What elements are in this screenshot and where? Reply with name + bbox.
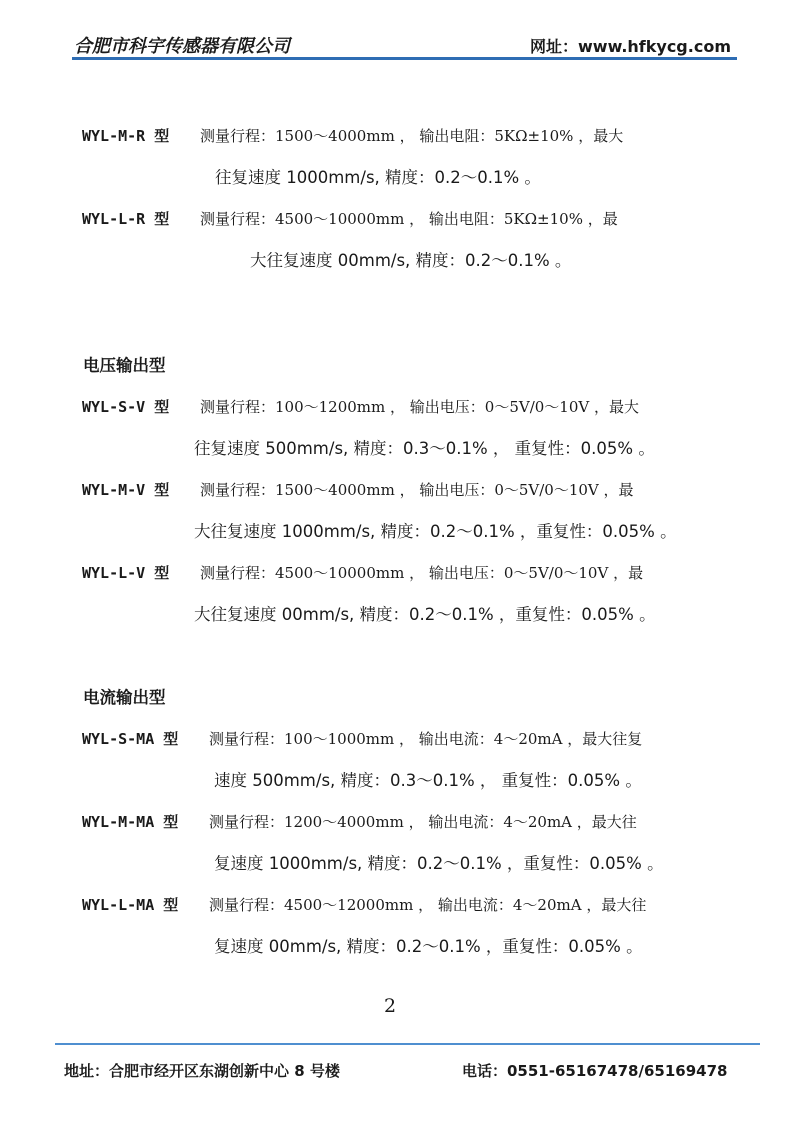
header-company-name: 合肥市科宇传感器有限公司 (74, 36, 290, 57)
model-name: WYL-L-R 型 (82, 210, 170, 228)
section-title: 电压输出型 (83, 356, 166, 375)
model-name: WYL-L-V 型 (82, 564, 170, 582)
spec-continuation: 大往复速度 1000mm/s, 精度：0.2～0.1% ，重复性：0.05% 。 (194, 522, 677, 541)
spec-continuation: 大往复速度 00mm/s, 精度：0.2～0.1% ，重复性：0.05% 。 (194, 605, 656, 624)
spec-description: 测量行程：4500～12000mm ， 输出电流：4～20mA ，最大往 (209, 896, 647, 914)
header-divider (72, 57, 737, 60)
spec-description: 测量行程：1500～4000mm ， 输出电压：0～5V/0～10V ，最 (200, 481, 634, 499)
model-name: WYL-M-MA 型 (82, 813, 179, 831)
model-name: WYL-L-MA 型 (82, 896, 179, 914)
spec-description: 测量行程：4500～10000mm ， 输出电压：0～5V/0～10V ，最 (200, 564, 644, 582)
model-name: WYL-S-MA 型 (82, 730, 179, 748)
header-website: 网址：www.hfkycg.com (530, 37, 731, 56)
section-title: 电流输出型 (83, 688, 166, 707)
spec-description: 测量行程：1500～4000mm ， 输出电阻：5KΩ±10% ，最大 (200, 127, 624, 145)
spec-continuation: 复速度 00mm/s, 精度：0.2～0.1% ，重复性：0.05% 。 (214, 937, 643, 956)
spec-description: 测量行程：100～1200mm ， 输出电压：0～5V/0～10V ，最大 (200, 398, 639, 416)
spec-continuation: 往复速度 1000mm/s, 精度：0.2～0.1% 。 (215, 168, 541, 187)
spec-continuation: 速度 500mm/s, 精度：0.3～0.1% ， 重复性：0.05% 。 (214, 771, 642, 790)
model-name: WYL-S-V 型 (82, 398, 170, 416)
spec-description: 测量行程：100～1000mm ， 输出电流：4～20mA ，最大往复 (209, 730, 643, 748)
footer-divider (55, 1043, 760, 1045)
spec-continuation: 复速度 1000mm/s, 精度：0.2～0.1% ，重复性：0.05% 。 (214, 854, 664, 873)
footer-phone: 电话：0551-65167478/65169478 (462, 1062, 728, 1080)
model-name: WYL-M-R 型 (82, 127, 170, 145)
spec-continuation: 大往复速度 00mm/s, 精度：0.2～0.1% 。 (250, 251, 572, 270)
footer-address: 地址：合肥市经开区东湖创新中心 8 号楼 (64, 1062, 340, 1080)
model-name: WYL-M-V 型 (82, 481, 170, 499)
spec-description: 测量行程：1200～4000mm ， 输出电流：4～20mA ，最大往 (209, 813, 637, 831)
spec-description: 测量行程：4500～10000mm ， 输出电阻：5KΩ±10% ，最 (200, 210, 618, 228)
spec-continuation: 往复速度 500mm/s, 精度：0.3～0.1% ， 重复性：0.05% 。 (194, 439, 655, 458)
page-number: 2 (384, 995, 397, 1017)
